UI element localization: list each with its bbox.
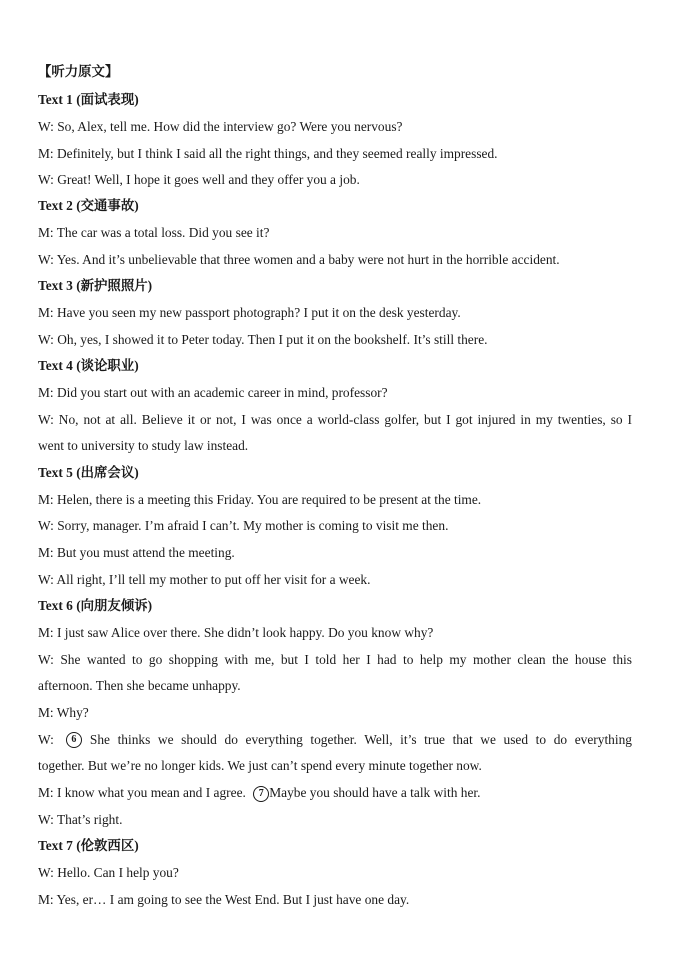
section-title: Text 5 (出席会议) — [38, 465, 139, 480]
dialogue-line: W: That’s right. — [38, 812, 123, 827]
dialogue-line-marked — [38, 732, 632, 748]
dialogue-line: M: I just saw Alice over there. She didn’t look happy. Do you know why? — [38, 625, 434, 640]
dialogue-line: together. But we’re no longer kids. We just can’t spend every minute together now. — [38, 758, 482, 773]
dialogue-line: afternoon. Then she became unhappy. — [38, 678, 241, 693]
section-title: Text 2 (交通事故) — [38, 198, 139, 213]
dialogue-line: W: Hello. Can I help you? — [38, 865, 179, 880]
document-heading: 【听力原文】 — [38, 64, 119, 79]
dialogue-line: W: All right, I’ll tell my mother to put off her visit for a week. — [38, 572, 371, 587]
dialogue-line: W: She wanted to go shopping with me, but I told her I had to help my mother clean the house this — [38, 652, 632, 667]
dialogue-line: M: Why? — [38, 705, 89, 720]
dialogue-line-marked — [38, 785, 632, 802]
dialogue-line: M: Have you seen my new passport photograph? I put it on the desk yesterday. — [38, 305, 461, 320]
marker-6-circle: 6 — [66, 732, 82, 748]
dialogue-line: M: The car was a total loss. Did you see it? — [38, 225, 270, 240]
dialogue-line: M: Helen, there is a meeting this Friday. You are required to be present at the time. — [38, 492, 482, 507]
dialogue-text: She thinks we should do everything together. Well, it’s true that we used to do everything — [89, 732, 632, 747]
dialogue-line: W: Great! Well, I hope it goes well and they offer you a job. — [38, 172, 360, 187]
dialogue-line: M: Did you start out with an academic career in mind, professor? — [38, 385, 388, 400]
dialogue-text: M: I know what you mean and I agree. — [38, 785, 246, 800]
section-title: Text 6 (向朋友倾诉) — [38, 598, 153, 613]
dialogue-line: M: Definitely, but I think I said all the right things, and they seemed really impressed. — [38, 146, 498, 161]
dialogue-line: W: Sorry, manager. I’m afraid I can’t. My mother is coming to visit me then. — [38, 518, 449, 533]
dialogue-line: M: Yes, er… I am going to see the West End. But I just have one day. — [38, 892, 410, 907]
dialogue-text: Maybe you should have a talk with her. — [269, 785, 481, 800]
section-title: Text 3 (新护照照片) — [38, 278, 153, 293]
dialogue-line: W: So, Alex, tell me. How did the interview go? Were you nervous? — [38, 119, 403, 134]
section-title: Text 4 (谈论职业) — [38, 358, 139, 373]
speaker-label: W: — [38, 732, 54, 747]
section-title: Text 1 (面试表现) — [38, 92, 139, 107]
dialogue-line: went to university to study law instead. — [38, 438, 249, 453]
dialogue-line: W: Yes. And it’s unbelievable that three women and a baby were not hurt in the horrible accident. — [38, 252, 560, 267]
dialogue-line: W: Oh, yes, I showed it to Peter today. Then I put it on the bookshelf. It’s still there. — [38, 332, 488, 347]
marker-7-circle: 7 — [253, 786, 269, 802]
dialogue-line: W: No, not at all. Believe it or not, I was once a world-class golfer, but I got injured in my twenties, so I — [38, 412, 632, 427]
section-title: Text 7 (伦敦西区) — [38, 838, 139, 853]
dialogue-line: M: But you must attend the meeting. — [38, 545, 235, 560]
